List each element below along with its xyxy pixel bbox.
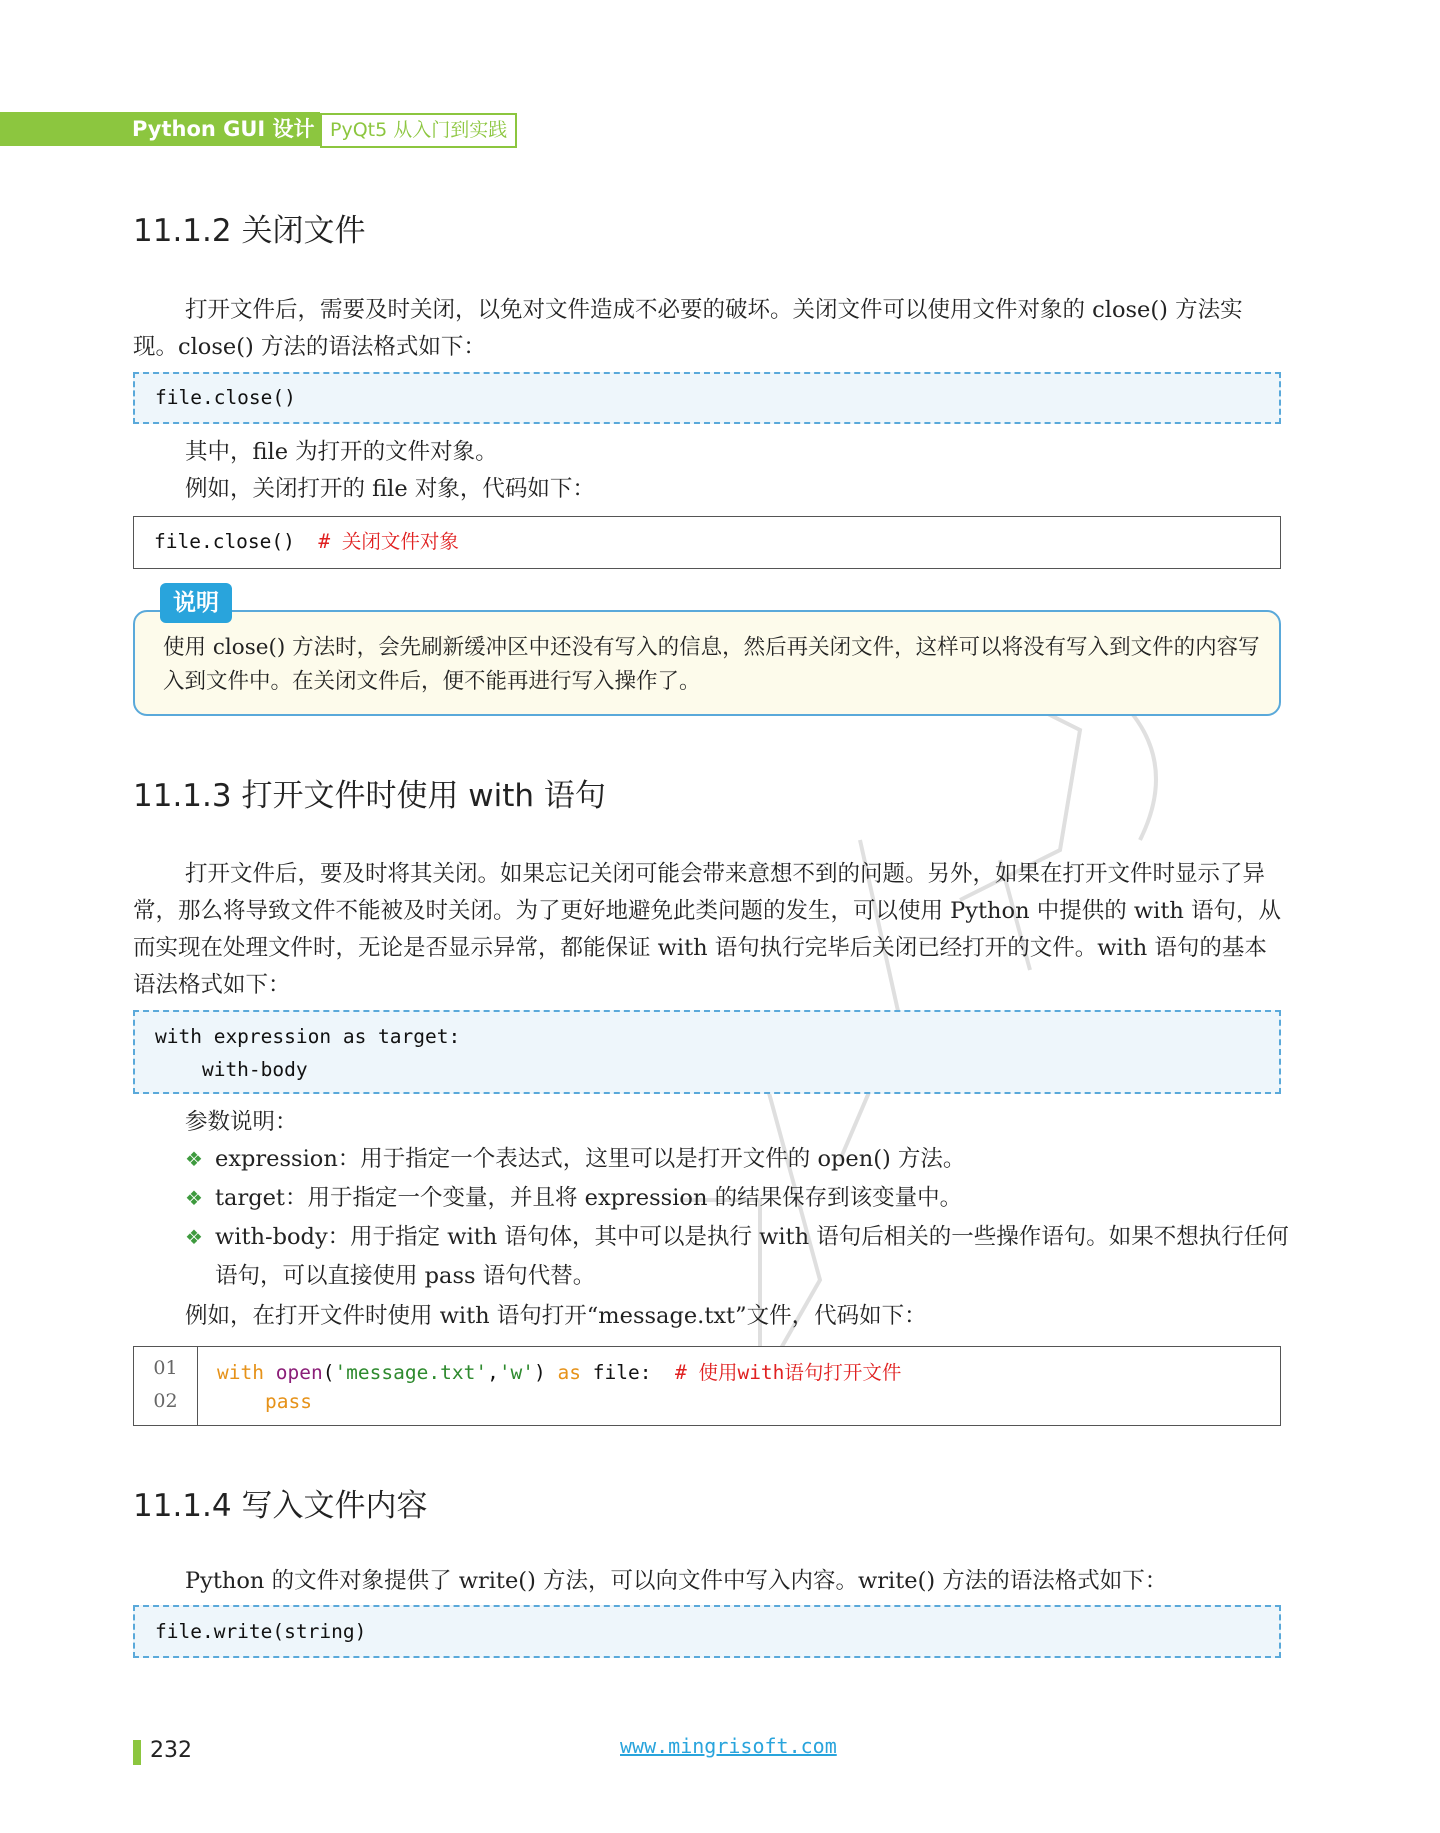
code-close-stmt: file.close() [154, 530, 295, 553]
syntax-box-with [133, 1010, 1281, 1094]
bullet-icon: ❖ [185, 1147, 203, 1171]
section-heading-write: 11.1.4 写入文件内容 [133, 1488, 428, 1524]
syntax-with-line1: with expression as target: [155, 1025, 461, 1048]
params-title: 参数说明： [185, 1109, 298, 1135]
code-box-close-example [133, 516, 1281, 569]
syntax-write-code: file.write(string) [155, 1620, 367, 1643]
paragraph-with-intro: 打开文件后，要及时将其关闭。如果忘记关闭可能会带来意想不到的问题。另外，如果在打开文件时显示了异常，那么将导致文件不能被及时关闭。为了更好地避免此类问题的发生，可以使用 Python 中提供的 with 语句，从而实现在处理文件时，无论是否显示异常，都能保证 with 语句执行完毕后关闭已经打开的文件。with 语句的基本语法格式如下： [133, 861, 1282, 998]
string-mode: 'w' [498, 1361, 535, 1384]
keyword-pass: pass [265, 1390, 312, 1413]
line-number: 01 [153, 1357, 178, 1379]
paragraph-file-desc: 其中，file 为打开的文件对象。 [185, 439, 498, 465]
bullet-icon: ❖ [185, 1186, 203, 1210]
syntax-close-code: file.close() [155, 386, 296, 409]
code-box-with-example [133, 1346, 1281, 1426]
paren: ( [322, 1361, 335, 1384]
keyword-as: as [557, 1361, 582, 1384]
page-number: 232 [150, 1738, 192, 1763]
bullet-expression: expression：用于指定一个表达式，这里可以是打开文件的 open() 方法。 [215, 1146, 966, 1172]
paragraph-with-example: 例如，在打开文件时使用 with 语句打开“message.txt”文件，代码如下： [185, 1303, 927, 1329]
syntax-with-line2: with-body [155, 1058, 308, 1081]
note-text: 使用 close() 方法时，会先刷新缓冲区中还没有写入的信息，然后再关闭文件，这样可以将没有写入到文件的内容写入到文件中。在关闭文件后，便不能再进行写入操作了。 [163, 635, 1260, 694]
section-heading-with: 11.1.3 打开文件时使用 with 语句 [133, 778, 606, 814]
list-item [185, 1218, 1310, 1296]
paragraph-write-intro: Python 的文件对象提供了 write() 方法，可以向文件中写入内容。write() 方法的语法格式如下： [185, 1568, 1168, 1594]
paren: ) [534, 1361, 546, 1384]
code-line-1 [217, 1357, 901, 1385]
var-file: file: [592, 1361, 652, 1384]
syntax-box-close [133, 372, 1281, 424]
code-with-comment: # 使用with语句打开文件 [674, 1361, 902, 1384]
line-numbers [134, 1347, 198, 1425]
builtin-open: open [275, 1361, 323, 1384]
paragraph-example-close: 例如，关闭打开的 file 对象，代码如下： [185, 476, 595, 502]
bullet-target: target：用于指定一个变量，并且将 expression 的结果保存到该变量中。 [215, 1185, 963, 1211]
bullet-icon: ❖ [185, 1225, 203, 1249]
comma: , [487, 1361, 499, 1384]
code-close-comment: # 关闭文件对象 [318, 530, 459, 553]
syntax-box-write [133, 1605, 1281, 1658]
string-filename: 'message.txt' [334, 1361, 488, 1384]
footer-bar [133, 1740, 141, 1765]
paragraph-close-intro: 打开文件后，需要及时关闭，以免对文件造成不必要的破坏。关闭文件可以使用文件对象的 close() 方法实现。close() 方法的语法格式如下： [133, 297, 1243, 360]
bullet-with-body: with-body：用于指定 with 语句体，其中可以是执行 with 语句后相关的一些操作语句。如果不想执行任何语句，可以直接使用 pass 语句代替。 [215, 1224, 1289, 1289]
note-label: 说明 [160, 583, 232, 623]
line-number: 02 [153, 1390, 178, 1412]
book-title: Python GUI 设计 [132, 117, 315, 141]
keyword-with: with [217, 1361, 264, 1384]
footer-link[interactable]: www.mingrisoft.com [620, 1734, 837, 1758]
book-subtitle: PyQt5 从入门到实践 [320, 113, 517, 148]
list-item [185, 1140, 1285, 1179]
section-heading-close-file: 11.1.2 关闭文件 [133, 213, 366, 249]
code-line-2 [265, 1390, 312, 1413]
list-item [185, 1179, 1285, 1218]
